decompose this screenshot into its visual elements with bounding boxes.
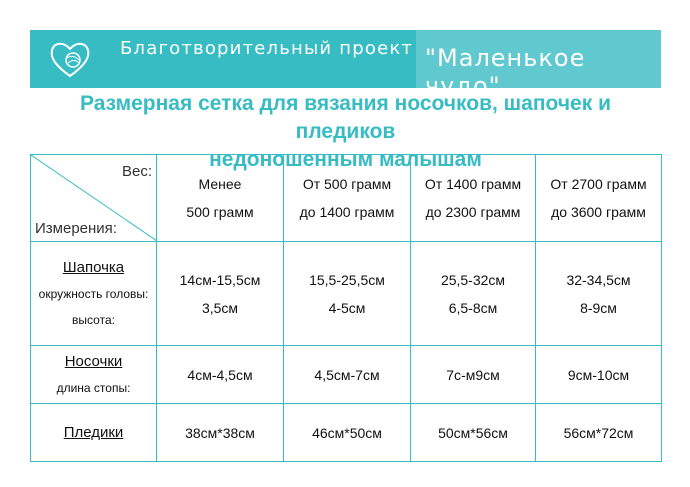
header-row <box>31 155 662 242</box>
weight-column-1 <box>157 155 284 242</box>
socks-cell: 4,5см-7см <box>284 346 411 404</box>
blanket-cell: 38см*38см <box>157 404 284 462</box>
hat-cell <box>411 242 536 346</box>
socks-cell: 7с-м9см <box>411 346 536 404</box>
weight-column-2 <box>284 155 411 242</box>
hat-cell <box>284 242 411 346</box>
socks-row <box>31 346 662 404</box>
hat-height-label: высота: <box>72 312 115 327</box>
weight-col-3-line1: От 1400 грамм <box>424 176 522 192</box>
hat-circ-2: 15,5-25,5см <box>309 271 385 288</box>
socks-title: Носочки <box>64 352 123 370</box>
hat-circ-4: 32-34,5см <box>566 271 631 288</box>
heart-yarn-logo-icon <box>48 38 92 80</box>
corner-weight-label: Вес: <box>121 163 152 180</box>
hat-title: Шапочка <box>62 258 125 276</box>
blanket-row-header <box>31 404 157 462</box>
project-name: "Маленькое чудо" <box>425 44 586 100</box>
socks-cell: 4см-4,5см <box>157 346 284 404</box>
corner-measure-label: Измерения: <box>35 220 117 237</box>
blanket-cell: 46см*50см <box>284 404 411 462</box>
hat-circ-1: 14см-15,5см <box>179 271 261 288</box>
hat-height-1: 3,5см <box>201 299 239 316</box>
hat-cell <box>536 242 662 346</box>
weight-col-2-line1: От 500 грамм <box>302 176 392 192</box>
hat-height-2: 4-5см <box>328 299 366 316</box>
socks-row-header <box>31 346 157 404</box>
title-line-2: недоношенным малышам <box>209 148 482 171</box>
weight-col-1-line1: Менее <box>198 176 242 192</box>
socks-foot-length-label: длина стопы: <box>56 380 131 395</box>
hat-height-3: 6,5-8см <box>448 299 498 316</box>
hat-row <box>31 242 662 346</box>
project-label: Благотворительный проект <box>120 38 414 59</box>
header-banner <box>30 30 661 100</box>
title-line-1: Размерная сетка для вязания носочков, шапочек и пледиков <box>80 92 611 143</box>
weight-col-4-line1: От 2700 грамм <box>550 176 647 192</box>
weight-col-4-line2: до 3600 грамм <box>551 204 646 220</box>
hat-height-4: 8-9см <box>580 299 617 316</box>
weight-col-3-line2: до 2300 грамм <box>425 204 521 220</box>
hat-row-header <box>31 242 157 346</box>
hat-cell <box>157 242 284 346</box>
blanket-cell: 56см*72см <box>536 404 662 462</box>
blanket-title: Пледики <box>63 423 124 441</box>
weight-col-2-line2: до 1400 грамм <box>299 204 395 220</box>
weight-column-4 <box>536 155 662 242</box>
blanket-row <box>31 404 662 462</box>
socks-cell: 9см-10см <box>536 346 662 404</box>
hat-circ-3: 25,5-32см <box>440 271 506 288</box>
blanket-cell: 50см*56см <box>411 404 536 462</box>
corner-cell <box>31 155 157 242</box>
hat-head-circumference-label: окружность головы: <box>38 286 149 301</box>
size-table <box>30 154 662 462</box>
weight-column-3 <box>411 155 536 242</box>
weight-col-1-line2: 500 грамм <box>186 204 254 220</box>
